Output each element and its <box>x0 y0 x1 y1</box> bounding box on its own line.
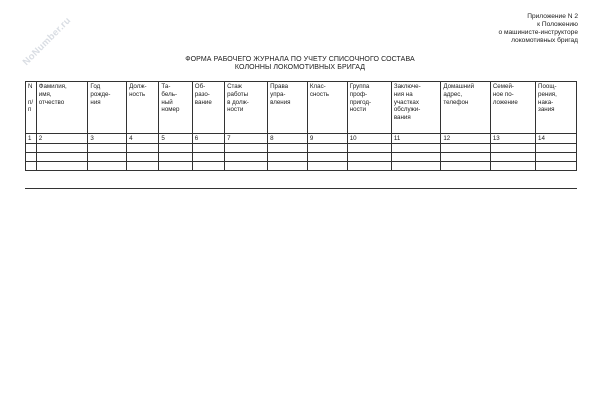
table-cell <box>36 144 88 153</box>
col-header-fitness-group: Группа проф- пригод- ности <box>347 82 391 134</box>
table-cell <box>159 153 192 162</box>
table-cell <box>192 144 224 153</box>
column-number: 14 <box>536 134 577 144</box>
column-number: 1 <box>26 134 37 144</box>
col-header-class: Клас- сность <box>307 82 347 134</box>
table-cell <box>441 153 491 162</box>
table-cell <box>307 153 347 162</box>
table-cell <box>26 162 37 171</box>
column-number: 6 <box>192 134 224 144</box>
document-title <box>0 56 600 73</box>
table-cell <box>192 153 224 162</box>
table-cell <box>159 162 192 171</box>
table-cell <box>441 144 491 153</box>
table-cell <box>490 162 535 171</box>
column-number: 10 <box>347 134 391 144</box>
table-cell <box>347 162 391 171</box>
table-cell <box>88 153 127 162</box>
col-header-position: Долж- ность <box>127 82 159 134</box>
table-cell <box>536 144 577 153</box>
table-cell <box>268 153 308 162</box>
table-cell <box>192 162 224 171</box>
table-cell <box>347 153 391 162</box>
table-cell <box>441 162 491 171</box>
appendix-line: к Положению <box>537 21 578 28</box>
table-cell <box>88 144 127 153</box>
table-cell <box>36 162 88 171</box>
table-cell <box>391 153 441 162</box>
table-cell <box>307 144 347 153</box>
column-number: 3 <box>88 134 127 144</box>
table-cell <box>26 153 37 162</box>
title-line: КОЛОННЫ ЛОКОМОТИВНЫХ БРИГАД <box>234 64 366 72</box>
table-cell <box>159 144 192 153</box>
table-cell <box>225 144 268 153</box>
table-cell <box>347 144 391 153</box>
col-header-rewards-penalties: Поощ- рения, нака- зания <box>536 82 577 134</box>
col-header-license: Права упра- вления <box>268 82 308 134</box>
table-cell <box>127 144 159 153</box>
col-header-birth-year: Год рожде- ния <box>88 82 127 134</box>
table-cell <box>268 162 308 171</box>
table-cell <box>490 144 535 153</box>
table-cell <box>536 162 577 171</box>
table-cell <box>391 162 441 171</box>
table-cell <box>536 153 577 162</box>
column-number: 4 <box>127 134 159 144</box>
col-header-education: Об- разо- вание <box>192 82 224 134</box>
table-row <box>26 162 577 171</box>
table-cell <box>26 144 37 153</box>
col-header-number: N п/ п <box>26 82 37 134</box>
col-header-route-conclusions: Заключе- ния на участках обслужи- вания <box>391 82 441 134</box>
table-cell <box>36 153 88 162</box>
appendix-line: локомотивных бригад <box>511 37 578 44</box>
table-cell <box>490 153 535 162</box>
col-header-marital-status: Семей- ное по- ложение <box>490 82 535 134</box>
table-cell <box>127 162 159 171</box>
column-number: 13 <box>490 134 535 144</box>
column-number: 9 <box>307 134 347 144</box>
appendix-line: о машинисте-инструкторе <box>498 29 578 36</box>
column-number: 11 <box>391 134 441 144</box>
table-cell <box>225 153 268 162</box>
table-cell <box>268 144 308 153</box>
table-cell <box>307 162 347 171</box>
col-header-personnel-number: Та- бель- ный номер <box>159 82 192 134</box>
col-header-experience: Стаж работы в долж- ности <box>225 82 268 134</box>
header-row <box>26 82 577 134</box>
column-number: 5 <box>159 134 192 144</box>
title-line: ФОРМА РАБОЧЕГО ЖУРНАЛА ПО УЧЕТУ СПИСОЧНОГО СОСТАВА <box>185 56 415 63</box>
table-cell <box>391 144 441 153</box>
table-cell <box>88 162 127 171</box>
table-row <box>26 153 577 162</box>
col-header-full-name: Фамилия, имя, отчество <box>36 82 88 134</box>
col-header-home-address: Домашний адрес, телефон <box>441 82 491 134</box>
appendix-note <box>498 13 578 45</box>
table-row <box>26 144 577 153</box>
page-divider <box>25 188 577 189</box>
column-number: 7 <box>225 134 268 144</box>
watermark: NoNumber.ru <box>20 15 74 68</box>
table-cell <box>127 153 159 162</box>
appendix-line: Приложение N 2 <box>527 13 578 20</box>
column-number: 2 <box>36 134 88 144</box>
journal-table <box>25 81 577 171</box>
table-cell <box>225 162 268 171</box>
column-number: 12 <box>441 134 491 144</box>
column-number-row <box>26 134 577 144</box>
column-number: 8 <box>268 134 308 144</box>
